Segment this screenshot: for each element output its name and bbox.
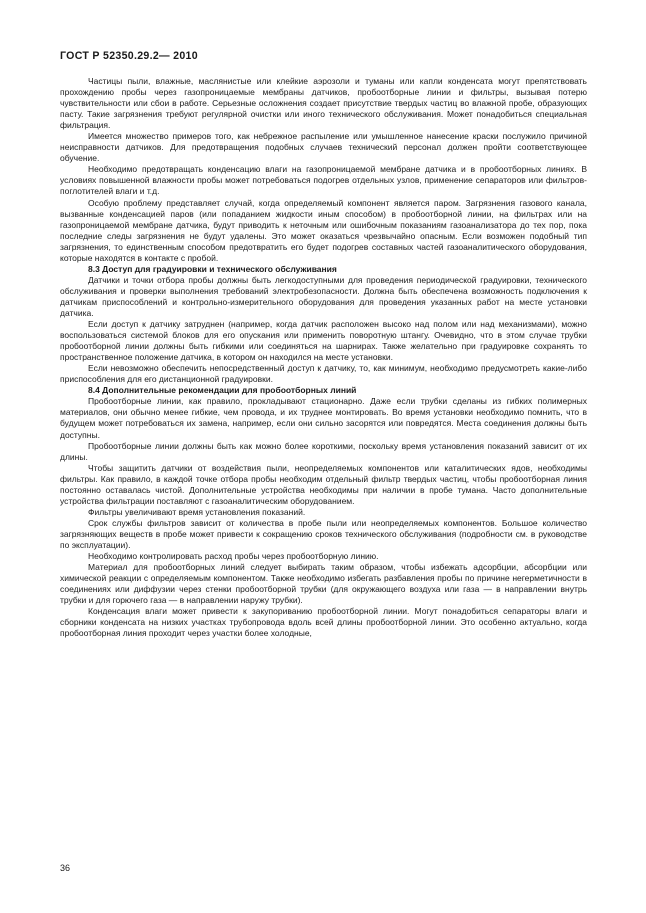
section-heading-8-3: 8.3 Доступ для градуировки и технического обслуживания [88,263,337,274]
paragraph: Необходимо предотвращать конденсацию влаги на газопроницаемой мембране датчика и в пробоотборных линиях. В условиях повышенной влажности пробы может потребоваться подогрев отдельных узлов, применение сепараторов или фильтров-поглотителей влаги и т.д. [60,164,587,197]
paragraph: Материал для пробоотборных линий следует выбирать таким образом, чтобы избежать адсорбции, абсорбции или химической реакции с определяемым компонентом. Также необходимо избегать разбавления пробы по причине негерметичности в соединениях или диффузии через стенки пробоотборной трубки (для окружающего воздуха или газа — в направлении внутрь трубки и для горючего газа — в направлении наружу трубки). [60,562,587,606]
paragraph: Чтобы защитить датчики от воздействия пыли, неопределяемых компонентов или каталитических ядов, необходимы фильтры. Как правило, в каждой точке отбора пробы необходим отдельный фильтр твердых частиц, чтобы пробоотборная линия постоянно оставалась чистой. Дополнительные устройства необходимы при наличии в пробе тумана. Часто дополнительные устройства фильтрации поставляют с газоаналитическим оборудованием. [60,462,587,506]
section-heading-8-4: 8.4 Дополнительные рекомендации для пробоотборных линий [88,385,357,396]
paragraph: Частицы пыли, влажные, маслянистые или клейкие аэрозоли и туманы или капли конденсата могут препятствовать прохождению пробы через газопроницаемые мембраны датчиков, пробоотборные линии и фильтры, вызывая потерю чувствительности или сбои в работе. Серьезные осложнения создает присутствие твердых частиц во влажной пробе, образующих пасту. Такие загрязнения требуют регулярной очистки или иного технического обслуживания. Может понадобиться специальная фильтрация. [60,76,587,131]
paragraph: Срок службы фильтров зависит от количества в пробе пыли или неопределяемых компонентов. Большое количество загрязняющих веществ в пробе может привести к сокращению сроков технического обслуживания (подробности см. в руководстве по эксплуатации). [60,517,587,550]
paragraph: Фильтры увеличивают время установления показаний. [88,506,306,517]
paragraph: Пробоотборные линии должны быть как можно более короткими, поскольку время установления показаний зависит от их длины. [60,440,587,462]
paragraph: Конденсация влаги может привести к закупориванию пробоотборной линии. Могут понадобиться сепараторы влаги и сборники конденсата на низких участках трубопровода вдоль всей длины пробоотборной линии. Это особенно актуально, когда пробоотборная линия проходит через участки более холодные, [60,606,587,639]
paragraph: Датчики и точки отбора пробы должны быть легкодоступными для проведения периодической градуировки, технического обслуживания и проверки выполнения требований электробезопасности. Должна быть обеспечена возможность подключения к датчикам приспособлений и контрольно-измерительного оборудования для проведения указанных работ на месте установки датчика. [60,274,587,318]
page-number: 36 [60,863,71,873]
paragraph: Необходимо контролировать расход пробы через пробоотборную линию. [88,551,379,562]
document-header: ГОСТ Р 52350.29.2— 2010 [60,50,198,62]
document-body [60,76,587,639]
paragraph: Если невозможно обеспечить непосредственный доступ к датчику, то, как минимум, необходимо предусмотреть какие-либо приспособления для его дистанционной градуировки. [60,363,587,385]
paragraph: Особую проблему представляет случай, когда определяемый компонент является паром. Загрязнения газового канала, вызванные конденсацией паров (или попаданием жидкости иным способом) в пробоотборной линии, на фильтрах или на газопроницаемой мембране датчика, будут приводить к неточным или ошибочным показаниям газоанализатора до тех пор, пока последние следы загрязнения не будут удалены. Это может оказаться чрезвычайно опасным. Если возможен подобный тип загрязнения, то единственным способом предотвратить его будет подогрев составных частей газоаналитического оборудования, которые находятся в контакте с пробой. [60,197,587,263]
paragraph: Если доступ к датчику затруднен (например, когда датчик расположен высоко над полом или над механизмами), можно воспользоваться системой блоков для его опускания или применить поворотную штангу. Очевидно, что в этом случае трубки пробоотборной линии должны быть гибкими или соединяться на шарнирах. Также желательно при градуировке сохранять то пространственное положение датчика, в котором он находился на месте установки. [60,319,587,363]
paragraph: Пробоотборные линии, как правило, прокладывают стационарно. Даже если трубки сделаны из гибких полимерных материалов, они обычно менее гибкие, чем провода, и их труднее монтировать. Во время установки необходимо помнить, что в будущем может потребоваться их замена, например, если они сильно засорятся или повредятся. Места соединения должны быть доступны. [60,396,587,440]
paragraph: Имеется множество примеров того, как небрежное распыление или умышленное нанесение краски послужило причиной неисправности датчиков. Для предотвращения подобных случаев технический персонал должен пройти соответствующее обучение. [60,131,587,164]
